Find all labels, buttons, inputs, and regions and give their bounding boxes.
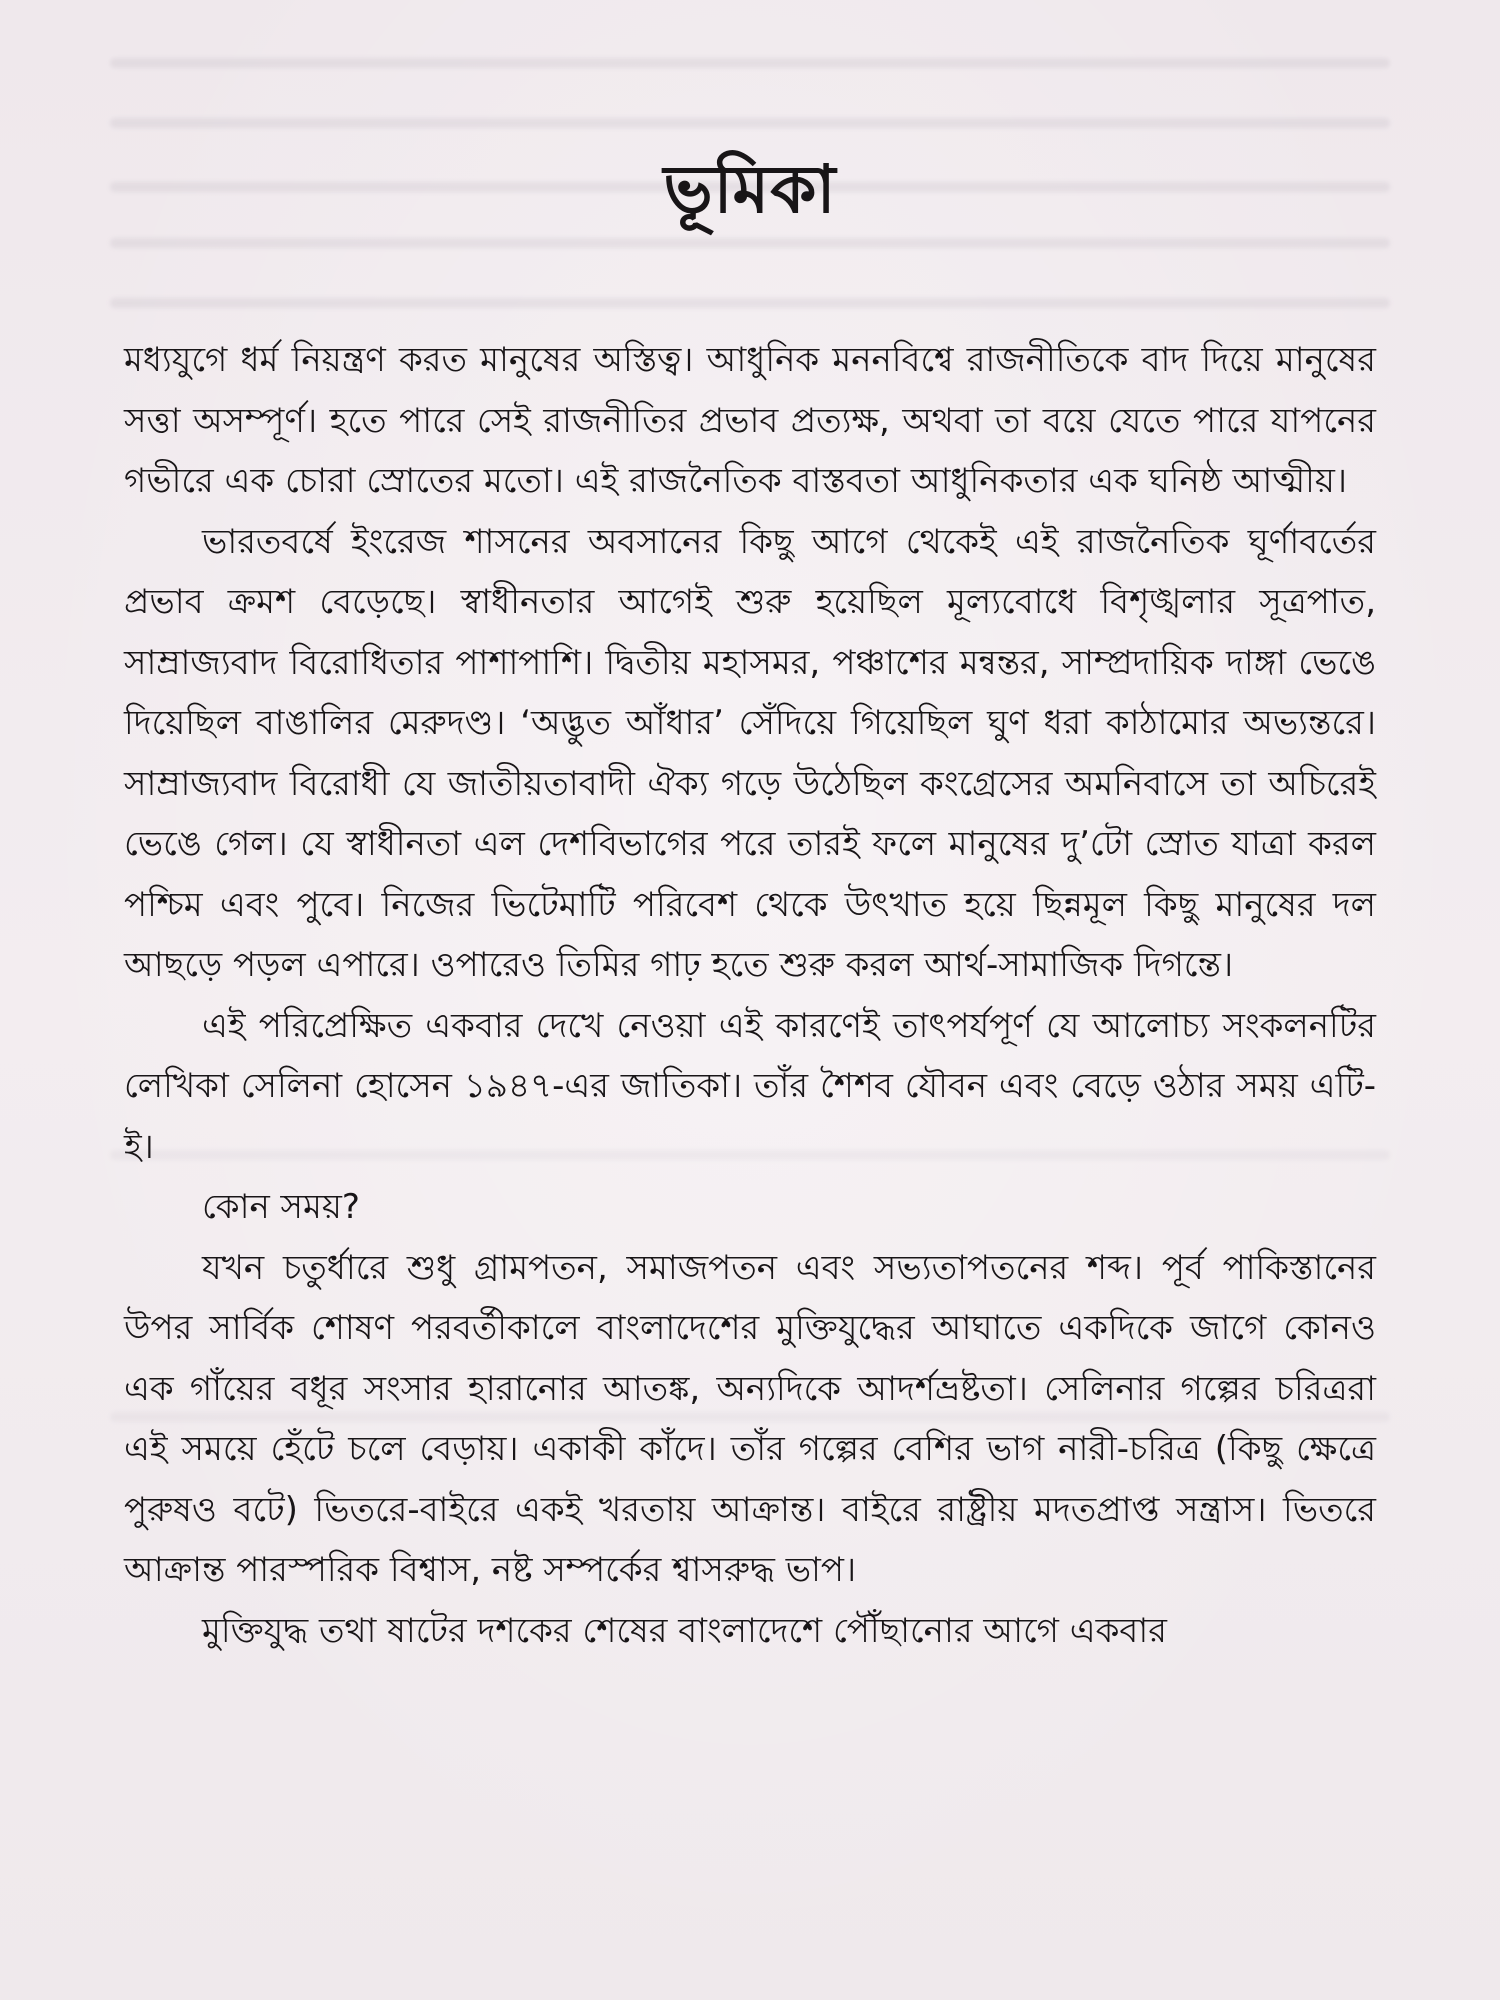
body-text	[124, 330, 1376, 1661]
page-title: ভূমিকা	[663, 151, 837, 228]
paragraph: মুক্তিযুদ্ধ তথা ষাটের দশকের শেষের বাংলাদেশে পৌঁছানোর আগে একবার	[202, 1610, 1167, 1651]
paragraph: এই পরিপ্রেক্ষিত একবার দেখে নেওয়া এই কারণেই তাৎপর্যপূর্ণ যে আলোচ্য সংকলনটির লেখিকা সেলিনা হোসেন ১৯৪৭-এর জাতিকা। তাঁর শৈশব যৌবন এবং বেড়ে ওঠার সময় এটি-ই।	[124, 1005, 1376, 1167]
paragraph: মধ্যযুগে ধর্ম নিয়ন্ত্রণ করত মানুষের অস্তিত্ব। আধুনিক মননবিশ্বে রাজনীতিকে বাদ দিয়ে মানুষের সত্তা অসম্পূর্ণ। হতে পারে সেই রাজনীতির প্রভাব প্রত্যক্ষ, অথবা তা বয়ে যেতে পারে যাপনের গভীরে এক চোরা স্রোতের মতো। এই রাজনৈতিক বাস্তবতা আধুনিকতার এক ঘনিষ্ঠ আত্মীয়।	[124, 340, 1376, 501]
bleed-through-line	[110, 298, 1390, 308]
bleed-through-line	[110, 118, 1390, 128]
paragraph: ভারতবর্ষে ইংরেজ শাসনের অবসানের কিছু আগে থেকেই এই রাজনৈতিক ঘূর্ণাবর্তের প্রভাব ক্রমশ বেড়েছে। স্বাধীনতার আগেই শুরু হয়েছিল মূল্যবোধে বিশৃঙ্খলার সূত্রপাত, সাম্রাজ্যবাদ বিরোধিতার পাশাপাশি। দ্বিতীয় মহাসমর, পঞ্চাশের মন্বন্তর, সাম্প্রদায়িক দাঙ্গা ভেঙে দিয়েছিল বাঙালির মেরুদণ্ড। ‘অদ্ভুত আঁধার’ সেঁদিয়ে গিয়েছিল ঘুণ ধরা কাঠামোর অভ্যন্তরে। সাম্রাজ্যবাদ বিরোধী যে জাতীয়তাবাদী ঐক্য গড়ে উঠেছিল কংগ্রেসের অমনিবাসে তা অচিরেই ভেঙে গেল। যে স্বাধীনতা এল দেশবিভাগের পরে তারই ফলে মানুষের দু’টো স্রোত যাত্রা করল পশ্চিম এবং পুবে। নিজের ভিটেমাটি পরিবেশ থেকে উৎখাত হয়ে ছিন্নমূল কিছু মানুষের দল আছড়ে পড়ল এপারে। ওপারেও তিমির গাঢ় হতে শুরু করল আর্থ-সামাজিক দিগন্তে।	[124, 521, 1376, 985]
bleed-through-line	[110, 58, 1390, 68]
paragraph: যখন চতুর্ধারে শুধু গ্রামপতন, সমাজপতন এবং সভ্যতাপতনের শব্দ। পূর্ব পাকিস্তানের উপর সার্বিক শোষণ পরবর্তীকালে বাংলাদেশের মুক্তিযুদ্ধের আঘাতে একদিকে জাগে কোনও এক গাঁয়ের বধূর সংসার হারানোর আতঙ্ক, অন্যদিকে আদর্শভ্রষ্টতা। সেলিনার গল্পের চরিত্ররা এই সময়ে হেঁটে চলে বেড়ায়। একাকী কাঁদে। তাঁর গল্পের বেশির ভাগ নারী-চরিত্র (কিছু ক্ষেত্রে পুরুষও বটে) ভিতরে-বাইরে একই খরতায় আক্রান্ত। বাইরে রাষ্ট্রীয় মদতপ্রাপ্ত সন্ত্রাস। ভিতরে আক্রান্ত পারস্পরিক বিশ্বাস, নষ্ট সম্পর্কের শ্বাসরুদ্ধ ভাপ।	[124, 1247, 1376, 1590]
paragraph: কোন সময়?	[202, 1187, 360, 1227]
